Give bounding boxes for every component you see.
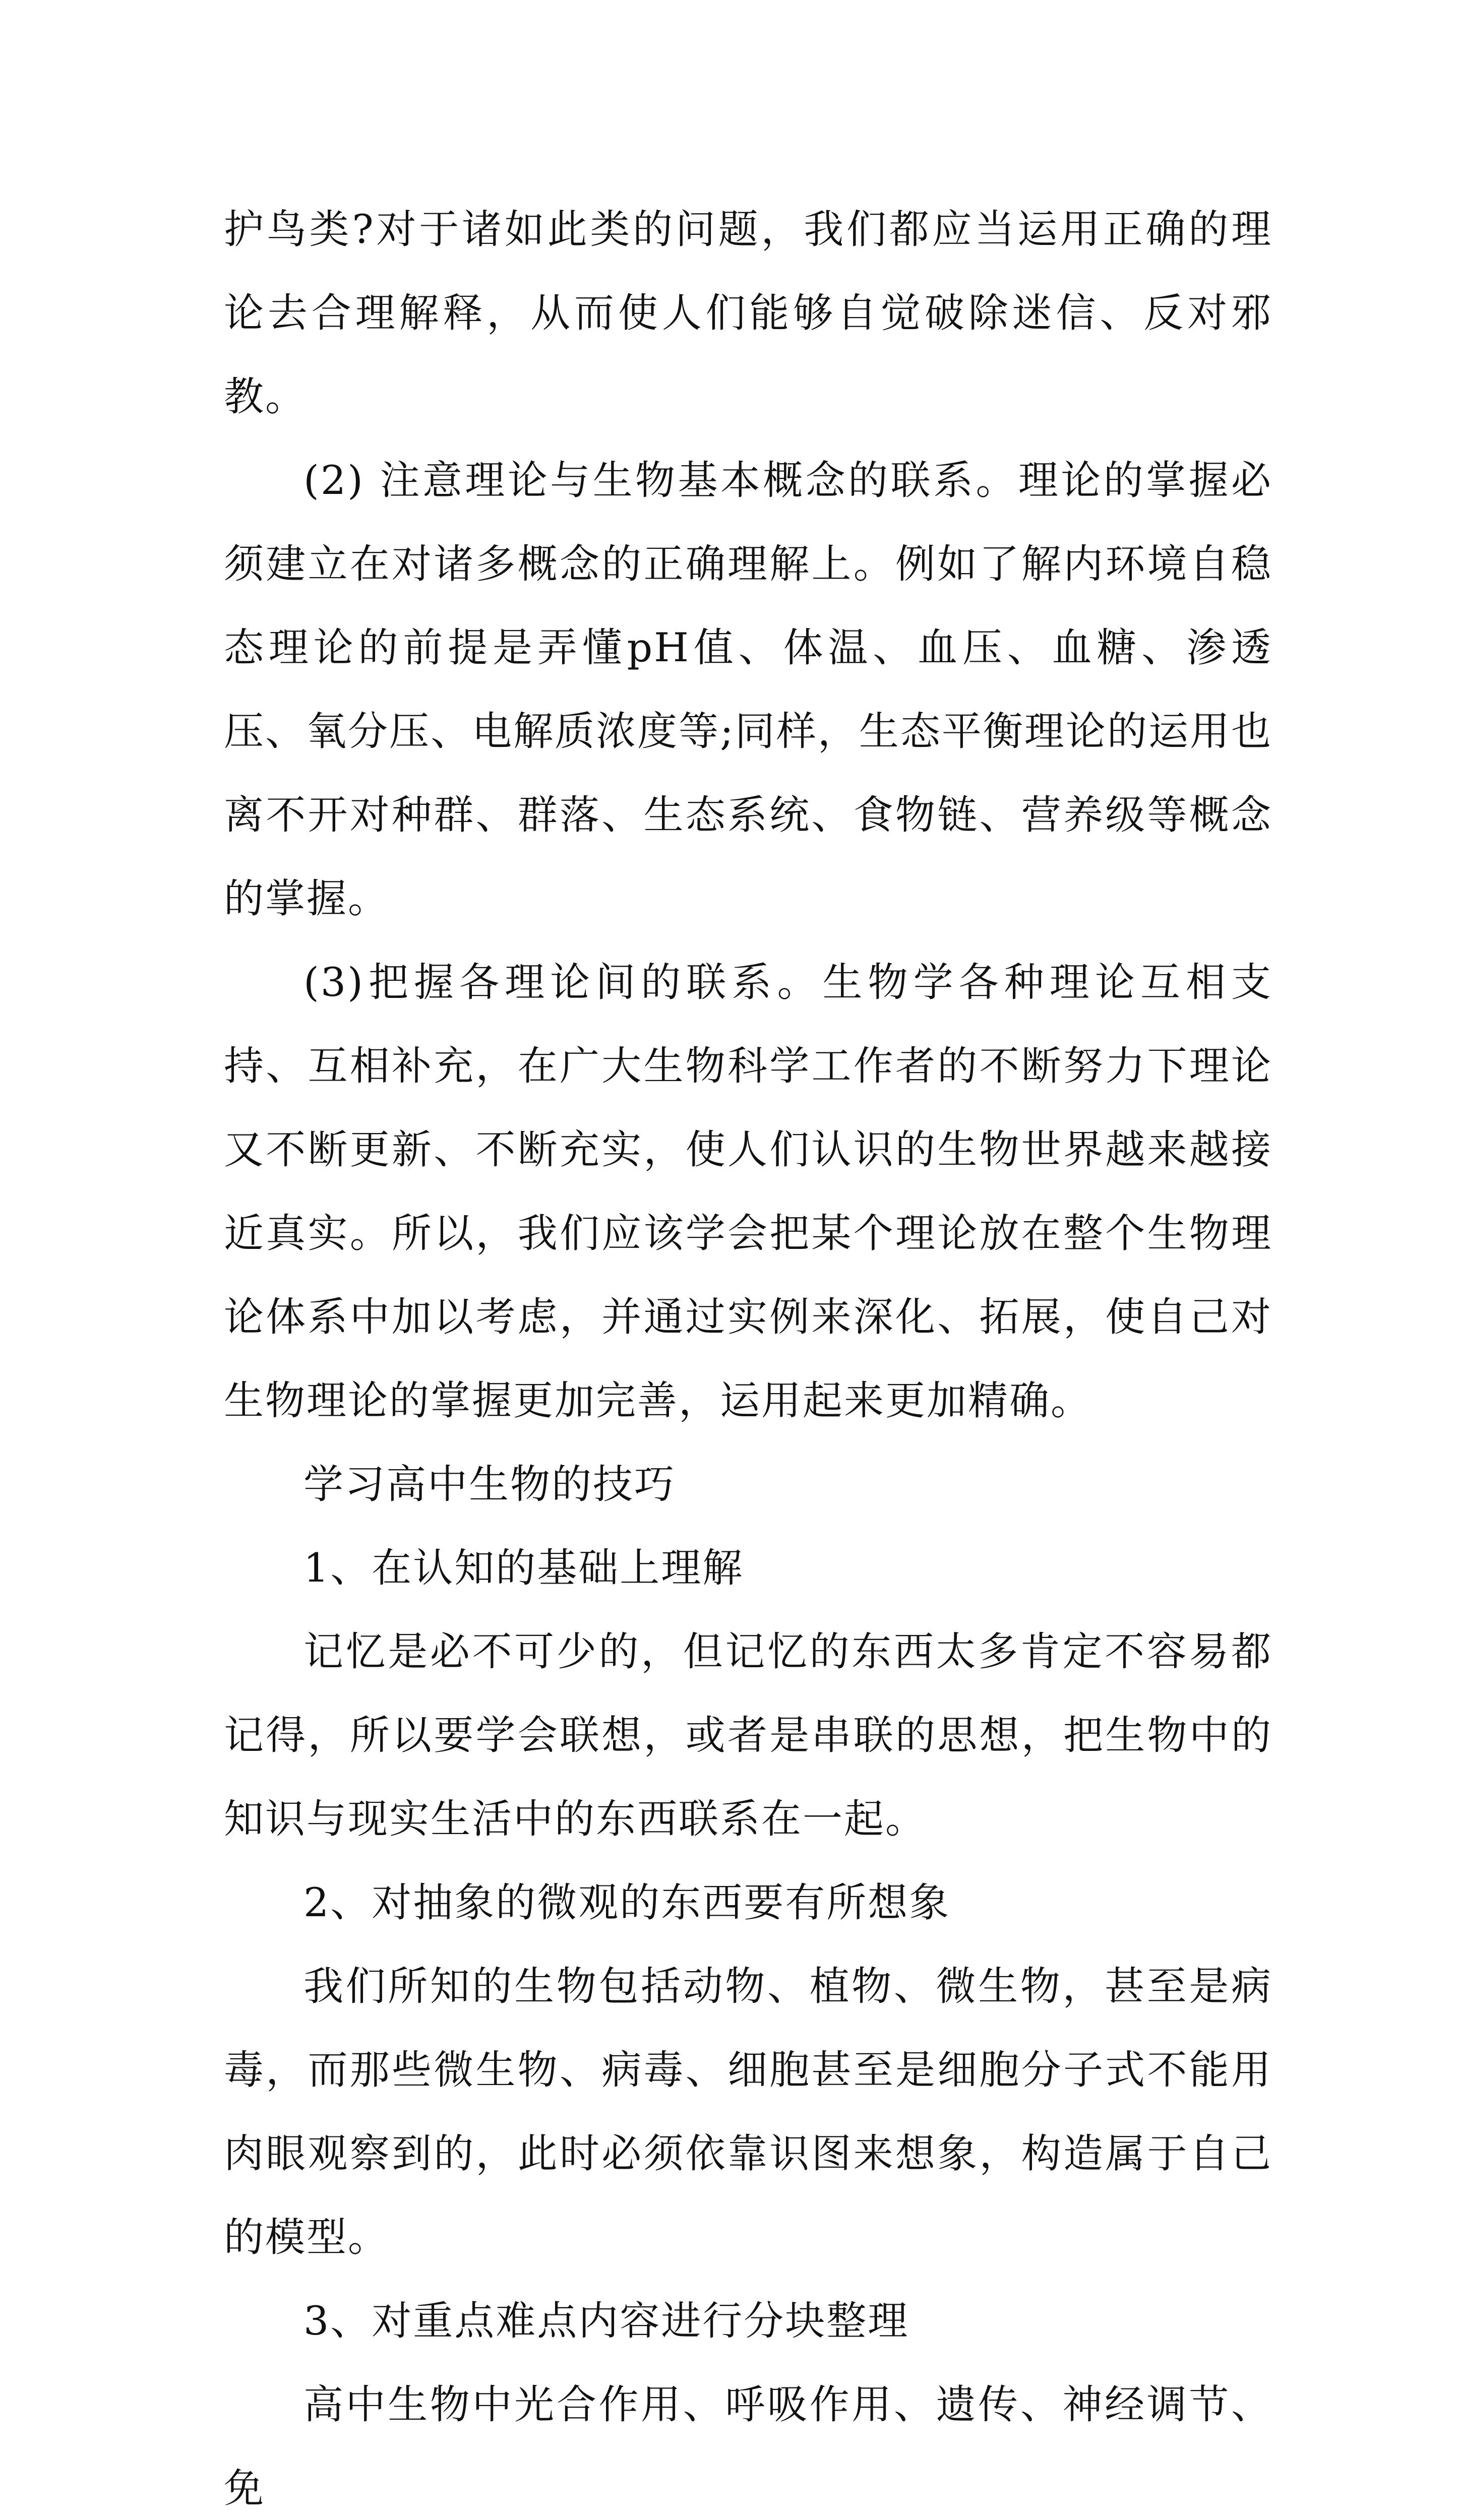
document-body (224, 187, 1272, 2520)
section-heading-study-tips: 学习高中生物的技巧 (303, 1461, 676, 1507)
tip-heading-2: 2、对抽象的微观的东西要有所想象 (303, 1879, 951, 1926)
paragraph-theory-links: (3)把握各理论间的联系。生物学各种理论互相支持、互相补充，在广大生物科学工作者的不断努力下理论又不断更新、不断充实，使人们认识的生物世界越来越接近真实。所以，我们应该学会把某个理论放在整个生物理论体系中加以考虑，并通过实例来深化、拓展，使自己对生物理论的掌握更加完善，运用起来更加精确。 (224, 959, 1272, 1424)
tip-heading-1: 1、在认知的基础上理解 (303, 1545, 744, 1591)
tip-heading-3: 3、对重点难点内容进行分块整理 (303, 2298, 909, 2344)
tip-body-2: 我们所知的生物包括动物、植物、微生物，甚至是病毒，而那些微生物、病毒、细胞甚至是细胞分子式不能用肉眼观察到的，此时必须依靠识图来想象，构造属于自己的模型。 (224, 1963, 1272, 2260)
tip-body-3-start: 高中生物中光合作用、呼吸作用、遗传、神经调节、免 (224, 2381, 1272, 2511)
tip-body-1: 记忆是必不可少的，但记忆的东西太多肯定不容易都记得，所以要学会联想，或者是串联的思想，把生物中的知识与现实生活中的东西联系在一起。 (224, 1628, 1272, 1842)
paragraph-bird-protection: 护鸟类?对于诸如此类的问题，我们都应当运用正确的理论去合理解释，从而使人们能够自觉破除迷信、反对邪教。 (224, 206, 1272, 420)
paragraph-theory-concepts: (2) 注意理论与生物基本概念的联系。理论的掌握必须建立在对诸多概念的正确理解上。例如了解内环境自稳态理论的前提是弄懂pH值、体温、血压、血糖、渗透压、氧分压、电解质浓度等;同样，生态平衡理论的运用也离不开对种群、群落、生态系统、食物链、营养级等概念的掌握。 (224, 457, 1272, 922)
